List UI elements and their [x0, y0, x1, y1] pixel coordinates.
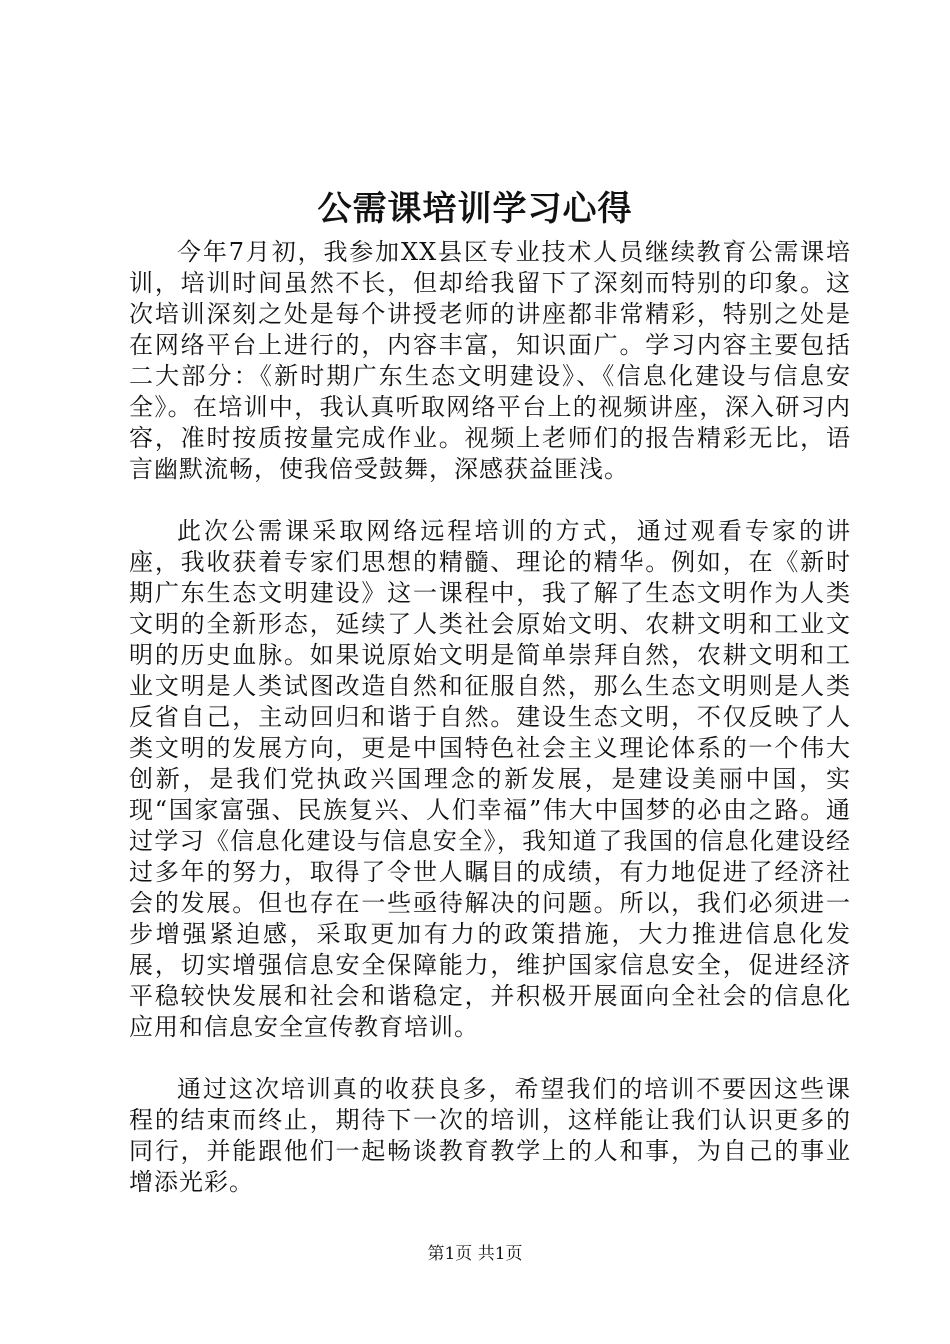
document-body — [129, 237, 851, 1198]
document-title: 公需课培训学习心得 — [317, 189, 633, 229]
body-paragraph-1: 今年7月初，我参加XX县区专业技术人员继续教育公需课培训，培训时间虽然不长，但却给我留下了深刻而特别的印象。这次培训深刻之处是每个讲授老师的讲座都非常精彩，特别之处是在网络平台上进行的，内容丰富，知识面广。学习内容主要包括二大部分：《新时期广东生态文明建设》、《信息化建设与信息安全》。在培训中，我认真听取网络平台上的视频讲座，深入研习内容，准时按质按量完成作业。视频上老师们的报告精彩无比，语言幽默流畅，使我倍受鼓舞，深感获益匪浅。 — [129, 238, 851, 483]
body-paragraph-3: 通过这次培训真的收获良多，希望我们的培训不要因这些课程的结束而终止，期待下一次的培训，这样能让我们认识更多的同行，并能跟他们一起畅谈教育教学上的人和事，为自己的事业增添光彩。 — [129, 1075, 851, 1196]
body-paragraph-2: 此次公需课采取网络远程培训的方式，通过观看专家的讲座，我收获着专家们思想的精髓、理论的精华。例如，在《新时期广东生态文明建设》这一课程中，我了解了生态文明作为人类文明的全新形态，延续了人类社会原始文明、农耕文明和工业文明的历史血脉。如果说原始文明是简单崇拜自然，农耕文明和工业文明是人类试图改造自然和征服自然，那么生态文明则是人类反省自己，主动回归和谐于自然。建设生态文明，不仅反映了人类文明的发展方向，更是中国特色社会主义理论体系的一个伟大创新，是我们党执政兴国理念的新发展，是建设美丽中国，实现“国家富强、民族复兴、人们幸福”伟大中国梦的必由之路。通过学习《信息化建设与信息安全》，我知道了我国的信息化建设经过多年的努力，取得了令世人瞩目的成绩，有力地促进了经济社会的发展。但也存在一些亟待解决的问题。所以，我们必须进一步增强紧迫感，采取更加有力的政策措施，大力推进信息化发展，切实增强信息安全保障能力，维护国家信息安全，促进经济平稳较快发展和社会和谐稳定，并积极开展面向全社会的信息化应用和信息安全宣传教育培训。 — [129, 517, 851, 1041]
page-footer: 第1页 共1页 — [427, 1244, 523, 1264]
